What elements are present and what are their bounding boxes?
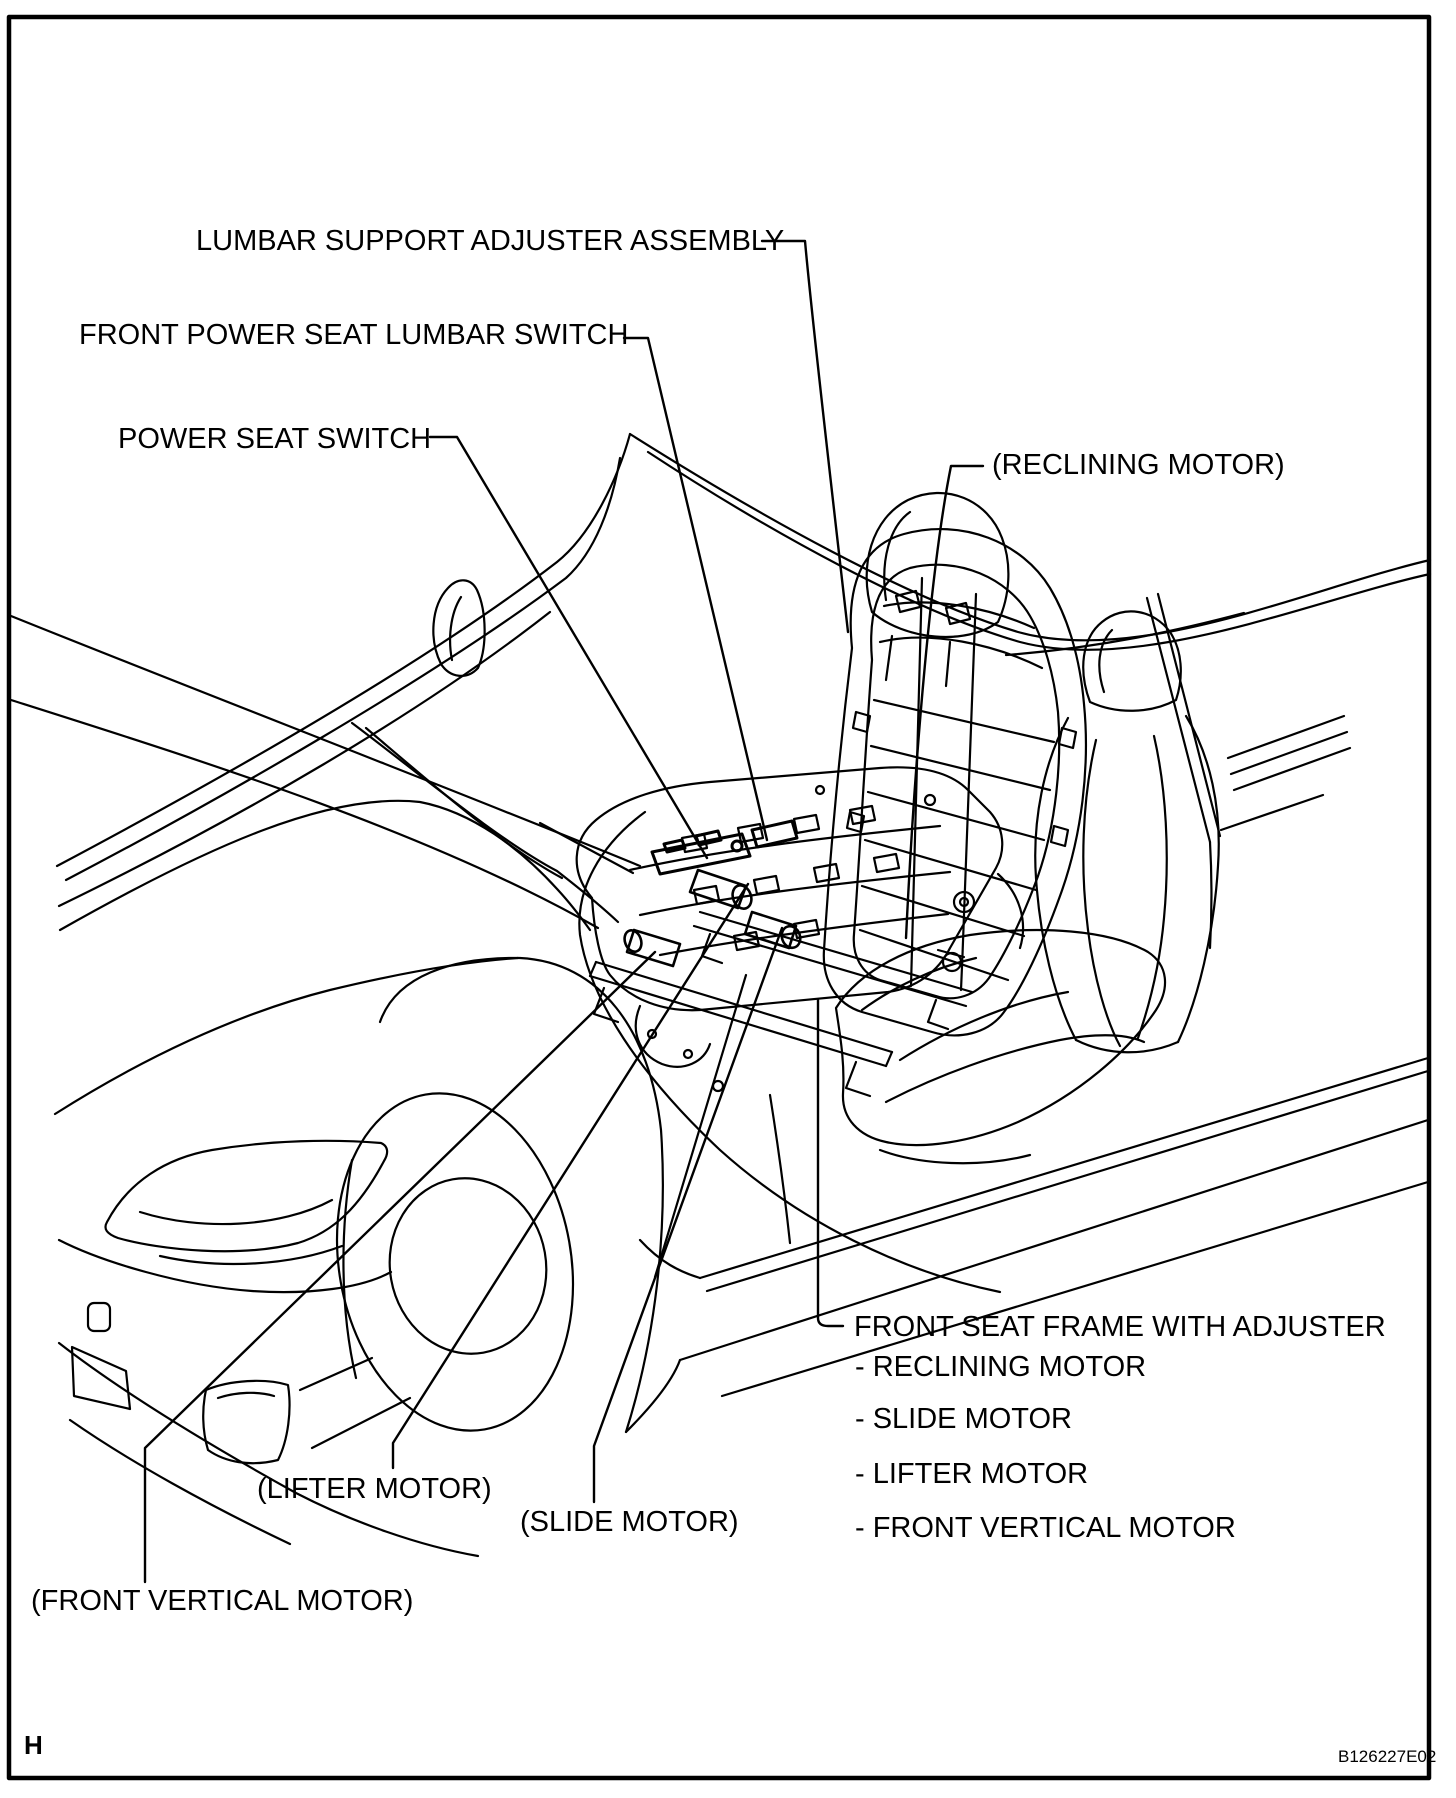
- power-seat-switch-part: [652, 831, 750, 874]
- callout-frame-component-slide: - SLIDE MOTOR: [855, 1403, 1072, 1435]
- leader-front-power-lumbar-switch: [624, 338, 767, 840]
- figure-code: B126227E02: [1338, 1747, 1437, 1766]
- callout-frame-component-front-vertical: - FRONT VERTICAL MOTOR: [855, 1512, 1236, 1544]
- callout-lifter-motor: (LIFTER MOTOR): [257, 1473, 492, 1505]
- callout-front-vertical-motor: (FRONT VERTICAL MOTOR): [31, 1585, 414, 1617]
- callout-front-seat-frame: FRONT SEAT FRAME WITH ADJUSTER: [854, 1311, 1386, 1343]
- floor-pan-outline: [540, 812, 1000, 1292]
- seat-cushion-frame: [577, 767, 1023, 1010]
- callout-frame-component-reclining: - RECLINING MOTOR: [855, 1351, 1147, 1383]
- seat-motors: [622, 870, 803, 966]
- leader-power-seat-switch: [430, 437, 707, 858]
- leader-lumbar-support: [762, 241, 848, 632]
- callout-front-power-seat-lumbar-switch: FRONT POWER SEAT LUMBAR SWITCH: [79, 319, 629, 351]
- callout-power-seat-switch: POWER SEAT SWITCH: [118, 423, 432, 455]
- tire-tread-line: [343, 1160, 356, 1378]
- callout-lumbar-support-adjuster: LUMBAR SUPPORT ADJUSTER ASSEMBLY: [196, 225, 785, 257]
- car-front-end: [55, 958, 680, 1556]
- callout-reclining-motor: (RECLINING MOTOR): [992, 449, 1285, 481]
- page-marker: H: [24, 1730, 43, 1760]
- callout-slide-motor: (SLIDE MOTOR): [520, 1506, 739, 1538]
- callout-frame-component-lifter: - LIFTER MOTOR: [855, 1458, 1089, 1490]
